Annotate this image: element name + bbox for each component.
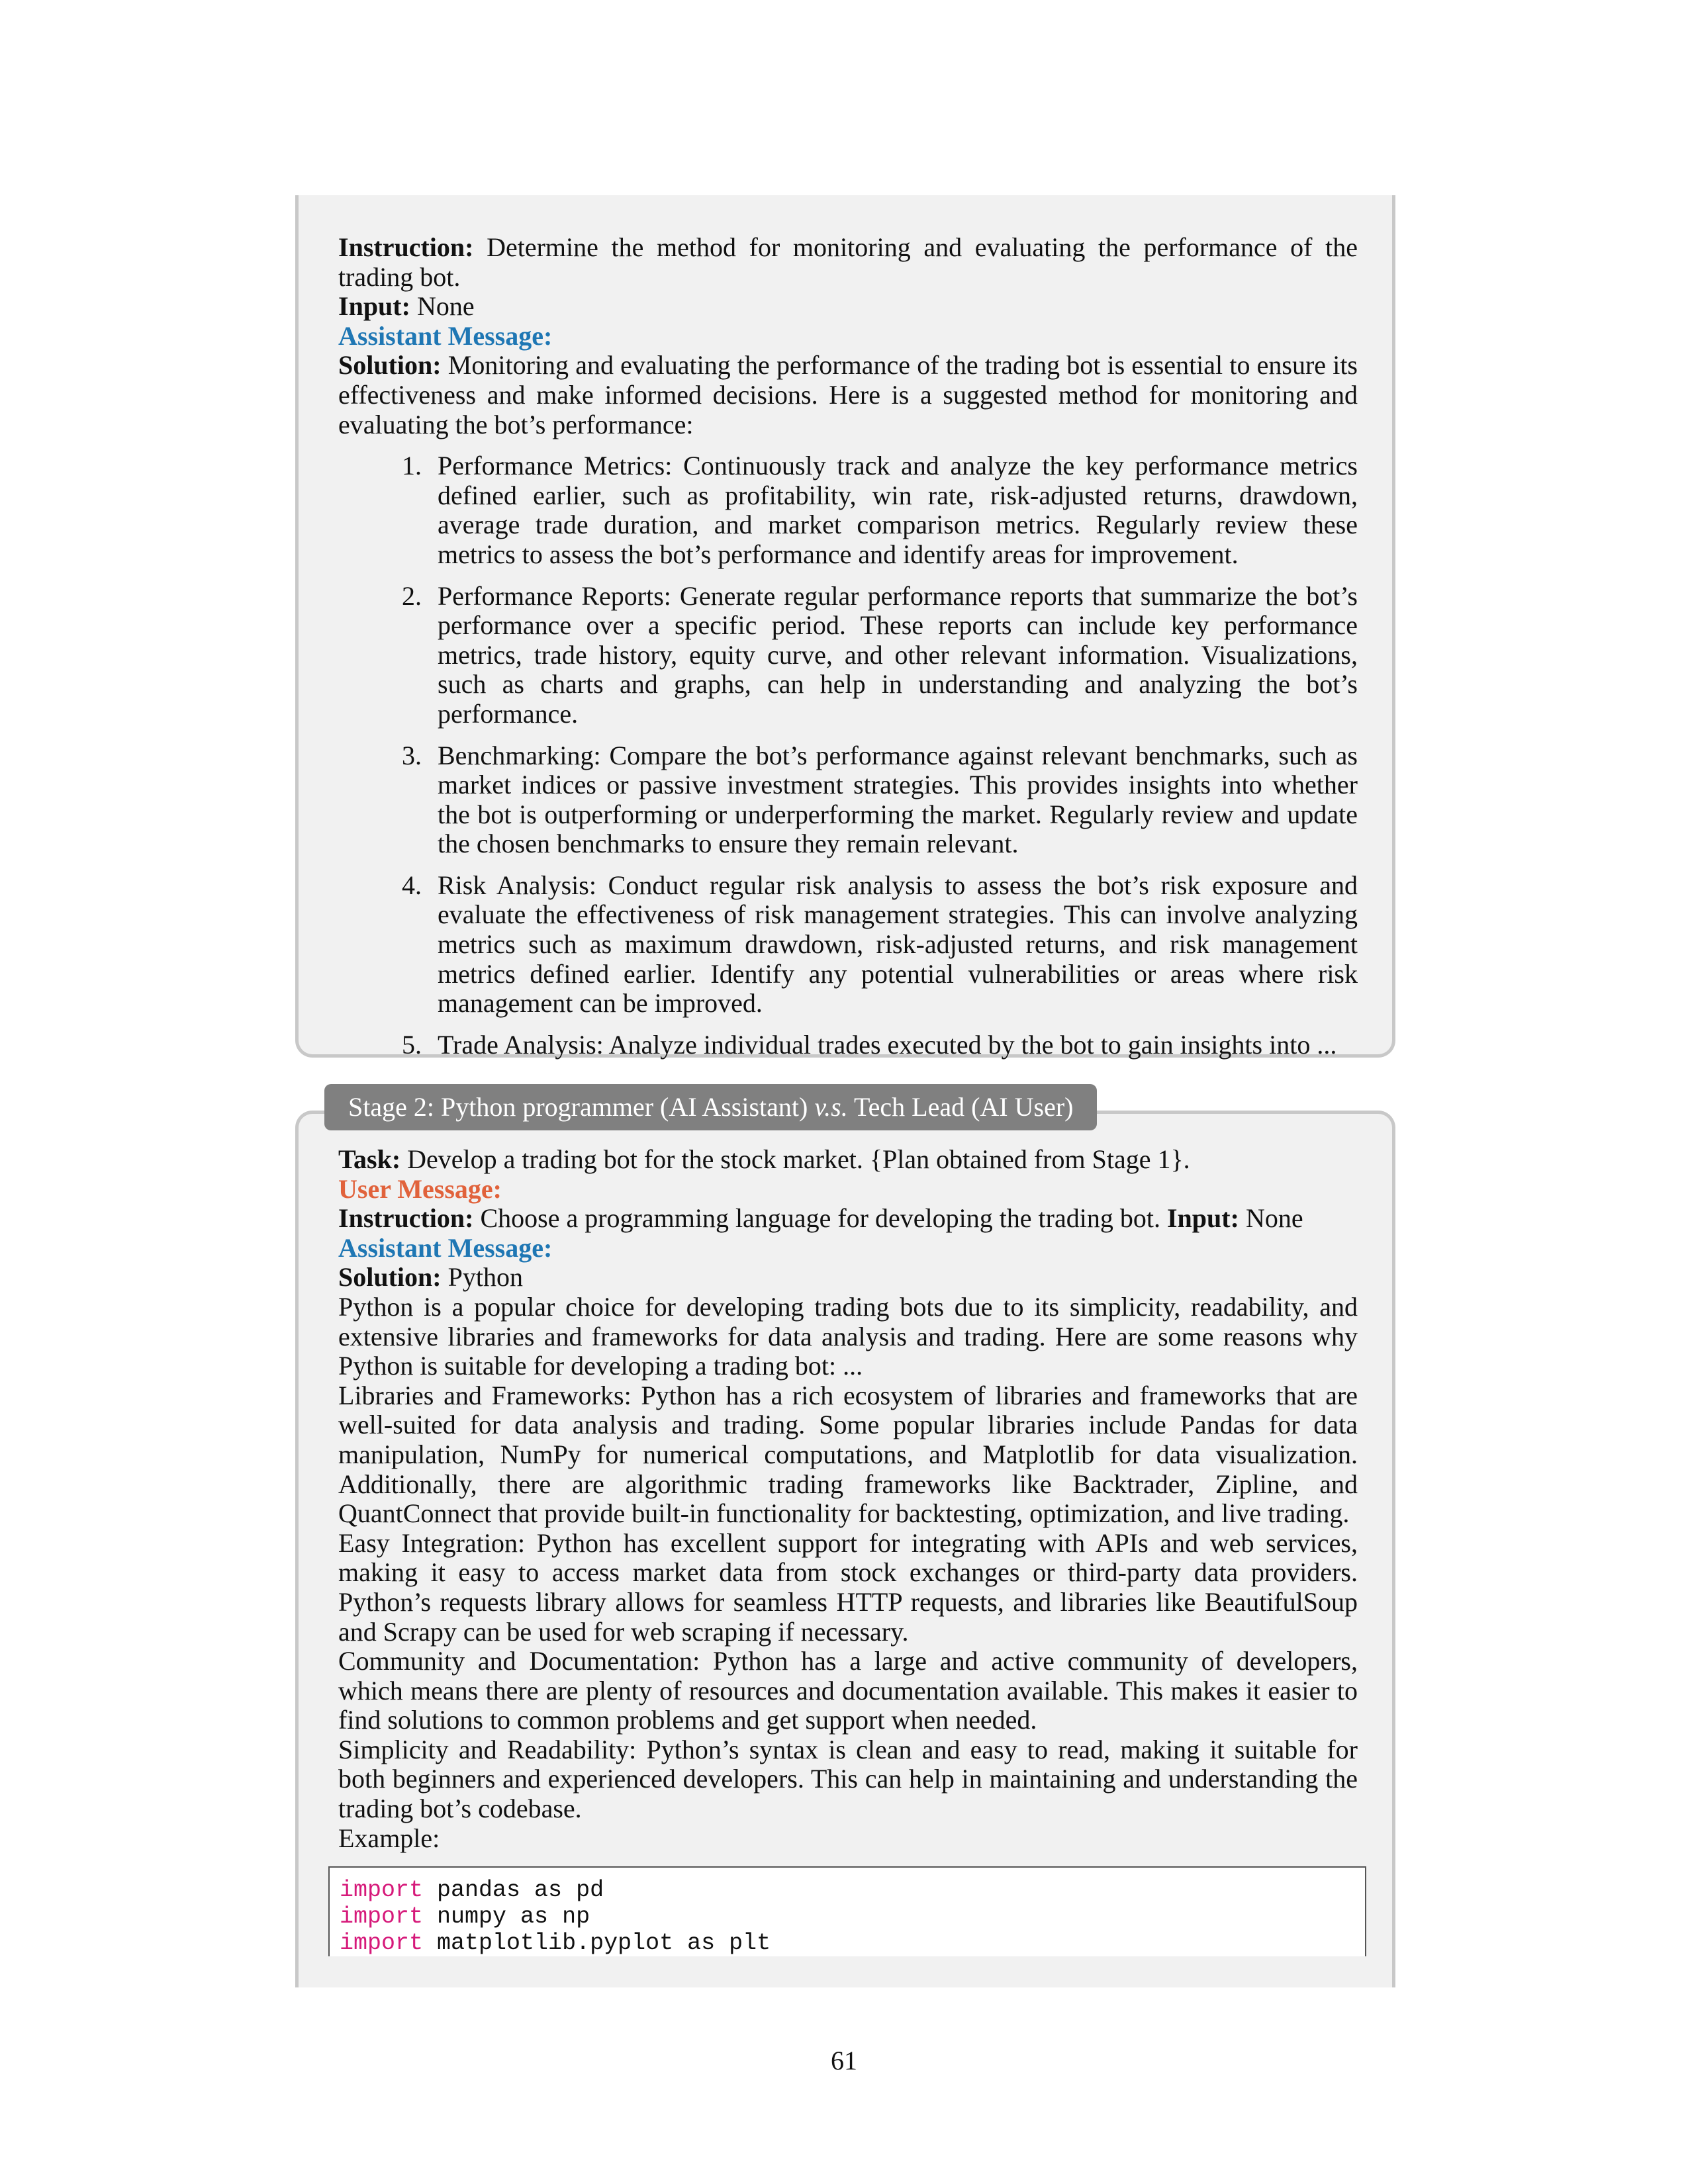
instruction-text: Choose a programming language for developing the trading bot. [480, 1203, 1160, 1234]
input-line [338, 292, 1358, 322]
solution-label: Solution: [338, 350, 442, 381]
assistant-message-label: Assistant Message: [338, 1232, 553, 1263]
paragraph: Python is a popular choice for developing trading bots due to its simplicity, readability, and extensive libraries and frameworks for data analysis and trading. Here are some reasons why Python is suitable for developing a trading bot: ... [338, 1291, 1358, 1381]
task-text: Develop a trading bot for the stock market. {Plan obtained from Stage 1}. [407, 1144, 1190, 1174]
code-text: matplotlib.pyplot as plt [423, 1930, 771, 1957]
instruction-line [338, 1204, 1358, 1234]
code-line [340, 1903, 1365, 1930]
list-item [338, 1030, 1358, 1060]
code-keyword: import [340, 1930, 424, 1957]
stage-title-user: Tech Lead (AI User) [854, 1092, 1074, 1122]
input-label: Input: [338, 291, 410, 322]
conversation-box-2-content [338, 1145, 1358, 1956]
solution-line [338, 351, 1358, 439]
solution-text: Python [447, 1262, 523, 1293]
list-item-text: Performance Metrics: Continuously track and analyze the key performance metrics defined earlier, such as profitability, win rate, risk-adjusted returns, drawdown, average trade duration, and market comparison metrics. Regularly review these metrics to assess the bot’s performance and identify areas for improvement. [438, 451, 1358, 569]
conversation-box-1-content [338, 233, 1358, 1071]
code-text: numpy as np [423, 1903, 590, 1931]
instruction-label: Instruction: [338, 232, 474, 262]
code-block [328, 1866, 1366, 1956]
list-item [338, 451, 1358, 569]
list-item-number: 3. [402, 740, 422, 770]
list-item-text: Performance Reports: Generate regular performance reports that summarize the bot’s performance over a specific period. These reports can include key performance metrics, trade history, equity curve, and other relevant information. Visualizations, such as charts and graphs, can help in understanding and analyzing the bot’s performance. [438, 580, 1358, 729]
stage-title-vs: v.s. [814, 1092, 848, 1122]
solution-text: Monitoring and evaluating the performance of the trading bot is essential to ensure its effectiveness and make informed decisions. Here is a suggested method for monitoring and evaluating the bot’s performance: [338, 350, 1358, 439]
list-item-text: Trade Analysis: Analyze individual trades executed by the bot to gain insights into ... [438, 1029, 1337, 1060]
instruction-label: Instruction: [338, 1203, 474, 1234]
paragraph: Easy Integration: Python has excellent support for integrating with APIs and web services, making it easy to access market data from stock exchanges or third-party data providers. Python’s requests library allows for seamless HTTP requests, and libraries like BeautifulSoup and Scrapy can be used for web scraping if necessary. [338, 1527, 1358, 1647]
code-keyword: import [340, 1903, 424, 1931]
code-keyword: import [340, 1877, 424, 1904]
list-item-text: Benchmarking: Compare the bot’s performance against relevant benchmarks, such as market indices or passive investment strategies. This provides insights into whether the bot is outperforming or underperforming the market. Regularly review and update the chosen benchmarks to ensure they remain relevant. [438, 740, 1358, 859]
solution-line [338, 1263, 1358, 1293]
code-line [340, 1877, 1365, 1903]
instruction-line [338, 233, 1358, 292]
input-text: None [416, 291, 475, 322]
assistant-message-label: Assistant Message: [338, 320, 553, 351]
paragraph: Community and Documentation: Python has a large and active community of developers, which means there are plenty of resources and documentation available. This makes it easier to find solutions to common problems and get support when needed. [338, 1646, 1358, 1735]
code-line [340, 1930, 1365, 1956]
list-item-text: Risk Analysis: Conduct regular risk analysis to assess the bot’s risk exposure and evaluate the effectiveness of risk management strategies. This can involve analyzing metrics such as maximum drawdown, risk-adjusted returns, and risk management metrics defined earlier. Identify any potential vulnerabilities or areas where risk management can be improved. [438, 870, 1358, 1019]
list-item-number: 4. [402, 870, 422, 900]
stage-2-title-tab [324, 1084, 1097, 1130]
user-message-label: User Message: [338, 1173, 502, 1204]
performance-method-list [338, 451, 1358, 1060]
page-number: 61 [831, 2046, 857, 2075]
paragraph: Example: [338, 1823, 440, 1853]
list-item-number: 5. [402, 1029, 422, 1060]
paragraph: Simplicity and Readability: Python’s syntax is clean and easy to read, making it suitable for both beginners and experienced developers. This can help in maintaining and understanding the trading bot’s codebase. [338, 1734, 1358, 1824]
input-text: None [1245, 1203, 1303, 1234]
instruction-text: Determine the method for monitoring and evaluating the performance of the trading bot. [338, 232, 1358, 292]
code-text: pandas as pd [423, 1877, 604, 1904]
stage-title-assistant: Stage 2: Python programmer (AI Assistant) [348, 1092, 808, 1122]
task-label: Task: [338, 1144, 401, 1174]
list-item [338, 871, 1358, 1019]
list-item-number: 2. [402, 580, 422, 611]
input-label: Input: [1166, 1203, 1239, 1234]
list-item [338, 741, 1358, 859]
paragraph: Libraries and Frameworks: Python has a rich ecosystem of libraries and frameworks that are well-suited for data analysis and trading. Some popular libraries include Pandas for data manipulation, NumPy for numerical computations, and Matplotlib for data visualization. Additionally, there are algorithmic trading frameworks like Backtrader, Zipline, and QuantConnect that provide built-in functionality for backtesting, optimization, and live trading. [338, 1380, 1358, 1529]
task-line [338, 1145, 1358, 1175]
list-item-number: 1. [402, 451, 422, 481]
solution-label: Solution: [338, 1262, 442, 1293]
list-item [338, 582, 1358, 729]
